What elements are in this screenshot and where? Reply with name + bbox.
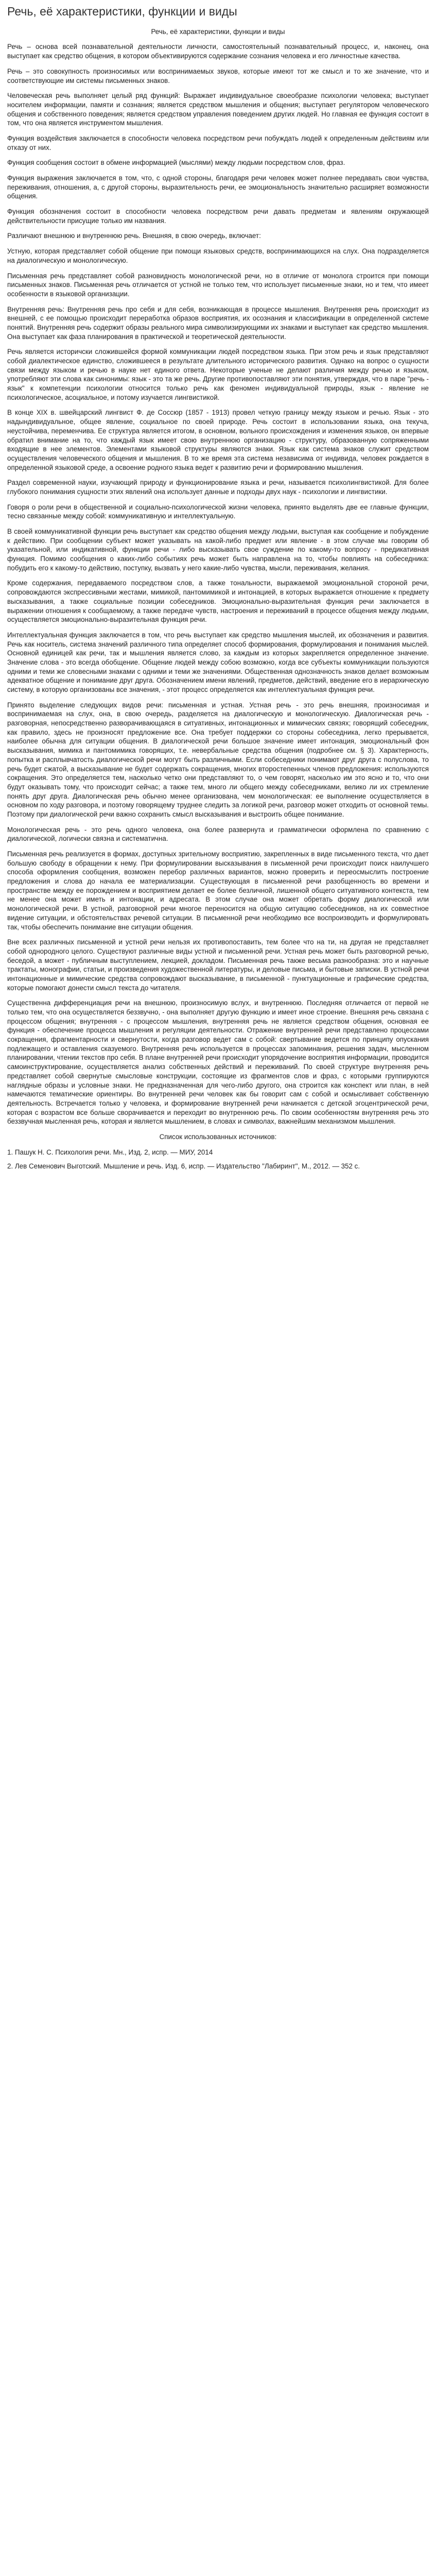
paragraph-monologic-speech: Монологическая речь - это речь одного человека, она более развернута и грамматически оформлена по сравнению с диалогической, логически связна и систематична.	[7, 825, 429, 843]
sources-list	[7, 1148, 429, 1171]
paragraph-written-forms: Письменная речь реализуется в формах, доступных зрительному восприятию, закрепленных в виде письменного текста, что дает большую свободу в обращении к нему. При формулировании высказывания в письменной речи происходит поиск наилучшего способа оформления сообщения, возможен перебор различных вариантов, можно проверить и переосмыслить построение предложения и слова до начала ее материализации. Существующая в письменной речи разобщенность во времени и пространстве между ее порождением и восприятием делает ее более безличной, лишенной общего ситуативного контекста, тем не менее она может иметь и интонации, и адресата. В этом случае она может обретать форму диалогической или монологической речи. В устной, разговорной речи многое переносится на общую ситуацию собеседников, на их совместное видение ситуации, и обстоятельствах речевой ситуации. В письменной речи необходимо все воспроизводить и формулировать так, чтобы обеспечить понимание вне ситуации общения.	[7, 850, 429, 931]
paragraph-speech-types-intro: Различают внешнюю и внутреннюю речь. Внешняя, в свою очередь, включает:	[7, 232, 261, 240]
source-item: 1. Пашук Н. С. Психология речи. Мн., Изд. 2, испр. — МИУ, 2014	[7, 1148, 213, 1156]
paragraph-outer-inner-speech: Существенна дифференциация речи на внешнюю, произносимую вслух, и внутреннюю. Последняя отличается от первой не только тем, что она осуществляется беззвучно, - она выполняет другую функцию и имеет иное строение. Внешняя речь связана с процессом общения; внутренняя - с процессом мышления, внутренняя речь не является средством общения, основная ее функция - обеспечение процесса мышления и регуляции деятельности. Отражение внутренней речи представлено процессами сокращения, фрагментарности и свернутости, когда разговор ведет сам с собой: свертывание ведется по принципу опускания подлежащего и оставления сказуемого. Внутренняя речь используется в процессах запоминания, решения задач, мысленном планировании, чтении текстов про себя. В плане внутренней речи происходит упорядочение восприятия информации, проводится самоинструктирование, осуществляется анализ собственных действий и переживаний. По своей структуре внутренняя речь представляет собой свернутые смысловые конструкции, состоящие из фрагментов слов и фраз, с которыми группируются наглядные образы и условные знаки. Не предназначенная для чего-либо другого, она строится как конспект или план, в ней намечаются тематические ориентиры. Во внутренней речи человек как бы говорит сам с собой и осмысливает собственную деятельность. Встречается только у человека, и формирование внутренней речи начинается с детской эгоцентрической речи, которая с возрастом все больше сворачивается и переходит во внутреннюю речь. По своим особенностям внутренняя речь это беззвучная мысленная речь, которая и является мышлением, в словах и символах, важнейшим механизмом мышления.	[7, 999, 429, 1126]
paragraph-communicative-function: В своей коммуникативной функции речь выступает как средство общения между людьми, выступая как сообщение и побуждение к действию. При сообщении субъект может указывать на какой-либо предмет или явление - в этом случае мы говорим об указательной, или индикативной, функции речи - либо высказывать свое суждение по какому-то вопросу - предикативная функция. Помимо сообщения о каких-либо событиях речь может быть направлена на то, чтобы повлиять на собеседника: побудить его к какому-то действию, поступку, вызвать у него какие-либо чувства, мысли, переживания, желания.	[7, 528, 429, 572]
paragraph-saussure: В конце XIX в. швейцарский лингвист Ф. де Соссюр (1857 - 1913) провел четкую границу между языком и речью. Язык - это надындивидуальное, общее явление, социальное по своей природе. Речь состоит в использовании языка, она текуча, неустойчива, переменчива. Ее структура является итогом, в основном, вольного происхождения и изменения языков, он впервые обратил внимание на то, что каждый язык имеет свою внутреннюю организацию - структуру, образованную сопряженными входящие в нее элементов. Элементами языковой структуры являются знаки. Язык как система знаков служит средством осуществления человеческого общения и мышления. В то же время эта система независима от индивида, человек рождается в определенной языковой среде, а освоение родного языка ведет к развитию речи и формированию мышления.	[7, 409, 429, 471]
paragraph-oral-speech: Устную, которая представляет собой общение при помощи языковых средств, воспринимающихся на слух. Она подразделяется на диалогическую и монологическую.	[7, 247, 429, 264]
paragraph-expression-function: Функция выражения заключается в том, что, с одной стороны, благодаря речи человек может полнее передавать свои чувства, переживания, отношения, а, с другой стороны, выразительность речи, ее эмоциональность значительно расширяет возможности общения.	[7, 174, 429, 200]
paragraph-speech-functions: Человеческая речь выполняет целый ряд функций: Выражает индивидуальное своеобразие психологии человека; выступает носителем информации, памяти и сознания; является средством мышления и общения; выступает регулятором человеческого общения и собственного поведения; является средством управления поведением других людей. Но главная ее функция состоит в том, что она является инструментом мышления.	[7, 92, 429, 127]
paragraph-speech-definition: Речь – это совокупность произносимых или воспринимаемых звуков, которые имеют тот же смысл и то же значение, что и соответствующие им системы письменных знаков.	[7, 67, 429, 84]
paragraph-intellectual-function: Интеллектуальная функция заключается в том, что речь выступает как средство мышления мыслей, их обозначения и развития. Речь как носитель, система значений различного типа определяет способ формирования, формулирования и понимания мыслей. Основной единицей как речи, так и мышления является слово, за каждым из которых закрепляется определенное значение. Значение слова - это всегда обобщение. Общение людей между собою возможно, когда все субъекты коммуникации пользуются одними и теми же словесными знаками с одними и теми же значениями. Общественная однозначность знаков делает возможным адекватное общение и понимание друг друга. Обозначением имени явлений, предметов, действий, введение его в иерархическую систему, в которую организованы все значения, - этот процесс определяется как интеллектуальная функция речи.	[7, 631, 429, 693]
page-title: Речь, её характеристики, функции и виды	[7, 5, 237, 18]
paragraph-influence-function: Функция воздействия заключается в способности человека посредством речи побуждать людей к определенным действиям или отказу от них.	[7, 134, 429, 151]
paragraph-dialogic-speech: Принято выделение следующих видов речи: письменная и устная. Устная речь - это речь внешняя, произносимая и воспринимаемая на слух, она, в свою очередь, разделяется на диалогическую и монологическую. Диалогическая речь - разговорная, непосредственно разворачивающаяся в ситуативных, интонационных и мимических связях; говорящий собеседник, как правило, здесь не произносят предложение все. Она требует поддержки со стороны собеседника, легко прерывается, наиболее обычна для ситуации общения. В диалогической речи большое значение имеет интонация, эмоциональный фон высказывания, мимика и пантомимика говорящих, т.е. невербальные средства общения (подробнее см. § 3). Характерность, попытка и расплывчатость диалогической речи могут быть различными. Если собеседники понимают друг друга с полуслова, то речь будет сжатой, а высказывание не будет содержать сокращения, многих второстепенных членов предложения: используются сокращения. Это определяется тем, насколько четко они представляют то, о чем говорят, насколько им это ясно и то, что они будут оказывать тому, что происходит сейчас; а также тем, много ли общего между собеседниками, велико ли их стремление понять друг друга. Диалогическая речь обычно менее организована, чем монологическая: ее выполнение осуществляется в основном по ходу разговора, и поэтому говорящему труднее следить за логикой речи, разговор может отходить от основной темы. Поэтому при диалогической речи важно сохранить смысл высказывания и выстроить общее понимание.	[7, 701, 429, 818]
paragraph-speech-and-language: Речь является историчски сложившейся формой коммуникации людей посредством языка. При этом речь и язык представляют собой диалектическое единство, сложившееся в результате длительного исторического развития. Однако на вопрос о сущности связи между языком и речью в науке нет единого ответа. Некоторые ученые не делают различия между речью и языком, употребляют эти слова как синонимы: язык - это та же речь. Другие противопоставляют эти понятия, утверждая, что в паре "речь - язык" к компетенции психологии относится только речь как феномен индивидуальной природы, язык - явление не психологическое, асоциальное, и потому изучается лингвистикой.	[7, 348, 429, 401]
paragraph-two-functions: Говоря о роли речи в общественной и социально-психологической жизни человека, принято выделять две ее главные функции, тесно связанные между собой: коммуникативную и интеллектуальную.	[7, 503, 429, 520]
paragraph-speech-varieties: Вне всех различных письменной и устной речи нельзя их противопоставить, тем более что на ти, на другая не представляет собой однородного целого. Существуют различные виды устной и письменной речи. Устная речь может быть разговорной речью, беседой, а может - публичным выступлением, лекцией, докладом. Письменная речь также весьма разнообразна: это и научные трактаты, монографии, статьи, и произведения художественной литературы, и деловые письма, и бытовые записки. В устной речи интонационные и мимические средства сопровождают высказывание, в письменной - пунктуационные и графические средства, которые помогают донести смысл текста до читателя.	[7, 938, 429, 992]
paragraph-emotional-function: Кроме содержания, передаваемого посредством слов, а также тональности, выражаемой эмоциональной стороной речи, сопровождаются экспрессивными жестами, мимикой, пантомимикой и интонацией, в которых выражается отношение к предмету высказывания, а также социальные позиции собеседников. Эмоционально-выразительная функция речи заключается в выражении отношения к сообщаемому, а также передаче чувств, настроения и переживаний в процессе общения между людьми, осуществляется эмоционально-выразительная функция речи.	[7, 579, 429, 624]
sources-title: Список использованных источников:	[159, 1132, 277, 1141]
paragraph-psycholinguistics: Раздел современной науки, изучающий природу и функционирование языка и речи, называется психолингвистикой. Для более глубокого понимания сущности этих явлений она использует данные и подходы двух наук - психологии и лингвистики.	[7, 479, 429, 496]
paragraph-message-function: Функция сообщения состоит в обмене информацией (мыслями) между людьми посредством слов, фраз.	[7, 159, 345, 167]
page	[0, 0, 436, 1181]
article-body	[7, 27, 429, 1171]
paragraph-designation-function: Функция обозначения состоит в способности человека посредством речи давать предметам и явлениям окружающей действительности присущие только им названия.	[7, 208, 429, 225]
source-item: 2. Лев Семенович Выготский. Мышление и речь. Изд. 6, испр. — Издательство "Лабиринт", М., 2012. — 352 с.	[7, 1162, 360, 1171]
article-heading: Речь, её характеристики, функции и виды	[151, 27, 285, 36]
paragraph-speech-basis: Речь – основа всей познавательной деятельности личности, самостоятельный познавательный процесс, и, наконец, она выступает как средство общения, в котором объективируются содержание сознания человека и его личностные качества.	[7, 43, 429, 60]
paragraph-written-speech: Письменная речь представляет собой разновидность монологической речи, но в отличие от монолога строится при помощи письменных знаков. Письменная речь отличается от устной не только тем, что использует письменные знаки, но и тем, что имеет особенности в языковой организации.	[7, 272, 429, 298]
paragraph-inner-speech: Внутренняя речь: Внутренняя речь про себя и для себя, возникающая в процессе мышления. Внутренняя речь происходит из внешней, с ее помощью происходит переработка образов восприятия, их осознания и классификации в определенной системе понятий. Внутренняя речь содержит образы реального мира символизирующими их знаками и выступает как средство мышления. Она выступает как фаза планирования в практической и теоретической деятельности.	[7, 305, 429, 341]
